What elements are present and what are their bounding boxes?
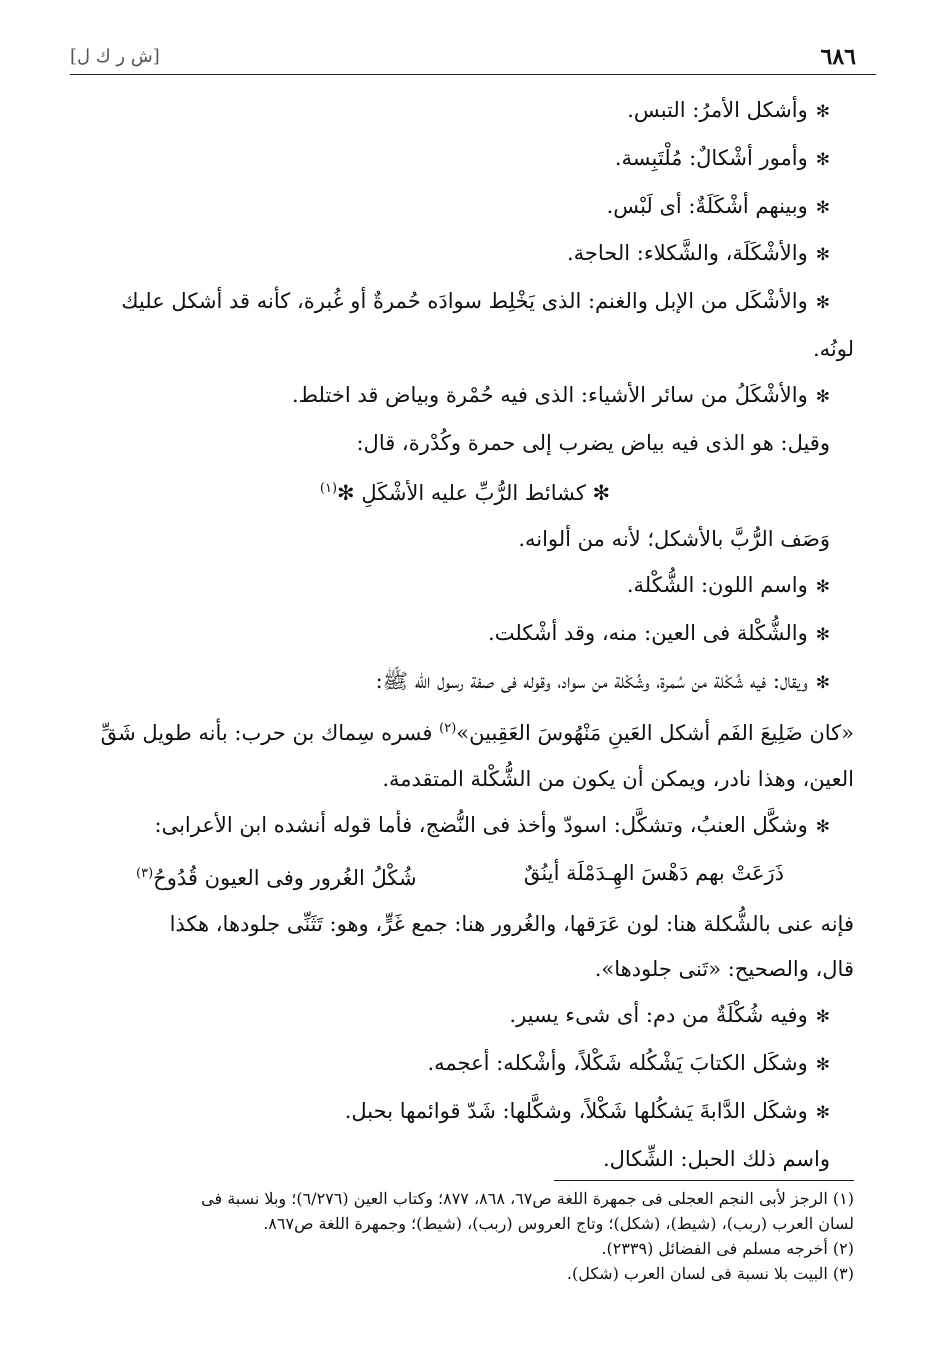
text-line: وَصَف الرُّبَّ بالأشكل؛ لأنه من ألوانه.	[518, 527, 830, 552]
text-line: العين، وهذا نادر، ويمكن أن يكون من الشُّكْلة المتقدمة.	[382, 767, 854, 792]
hemistich-text: شُكْلُ الغُرور وفى العيون قُدُوحُ	[153, 865, 417, 890]
footnote-line: (١) الرجز لأبى النجم العجلى فى جمهرة اللغة ص٦٧، ٨٦٨، ٨٧٧؛ وكتاب العين (٦/٢٧٦)؛ وبلا نسبة فى	[201, 1189, 854, 1208]
main-text	[76, 88, 854, 1182]
text-line: ✻ وبينهم أشْكَلَةٌ: أى لَبْس.	[76, 184, 854, 232]
footnote-ref: (١)	[319, 481, 338, 497]
text-line: ✻ والأشْكَلَة، والشَّكلاء: الحاجة.	[76, 231, 854, 279]
verse-star-icon: ✻	[337, 481, 362, 506]
text-line: ✻ وفيه شُكْلَةٌ من دم: أى شىء يسير.	[76, 993, 854, 1041]
footnote-separator	[554, 1180, 854, 1181]
text-line: ✻ وأمور أشْكالٌ: مُلْتَبِسة.	[76, 136, 854, 184]
footnote-ref: (٢)	[439, 721, 457, 737]
text-line: ✻ وشكَل الكتابَ يَشْكُله شَكْلاً، وأشْكله: أعجمه.	[76, 1041, 854, 1089]
text-line: وقيل: هو الذى فيه بياض يضرب إلى حمرة وكُدْرة، قال:	[356, 430, 830, 455]
verse-text: كشائط الرُّبِّ عليه الأشْكَلِ	[361, 481, 586, 506]
hadith-quote: «كان ضَلِيعَ الفَم أشكل العَينِ مَنْهُوسَ العَقِبين»	[456, 721, 854, 746]
text-line: قال، والصحيح: «تَنى جلودها».	[594, 957, 854, 982]
hadith-commentary: فسره سِماك بن حرب: بأنه طويل شَقِّ	[100, 721, 433, 746]
verse-first-hemistich: ذَرَعَتْ بهم دَهْسَ الهِـدَمْلَة أينُقٌ	[523, 860, 784, 885]
footnote-line: (٢) أخرجه مسلم فى الفضائل (٢٣٣٩).	[601, 1239, 854, 1258]
verse-second-hemistich	[136, 851, 417, 902]
text-line: ✻ والأشْكَلُ من سائر الأشياء: الذى فيه حُمْرة وبياض قد اختلط.	[76, 373, 854, 421]
page-header	[70, 40, 876, 75]
text-line: ✻ واسم اللون: الشُّكْلة.	[76, 563, 854, 611]
text-line: ✻ والشُّكْلة فى العين: منه، وقد أشْكلت.	[76, 611, 854, 659]
text-line: ✻ وشكَل الدَّابةَ يَشكُلها شَكْلاً، وشكَّلها: شَدّ قوائمها بحبل.	[76, 1089, 854, 1137]
running-head: [ش ر ك ل]	[70, 46, 160, 67]
footnote-line: (٣) البيت بلا نسبة فى لسان العرب (شكل).	[566, 1264, 854, 1283]
poem-verse	[76, 851, 854, 902]
text-line: ✻ وشكَّل العنبُ، وتشكَّل: اسودّ وأخذ فى النُّضج، فأما قوله أنشده ابن الأعرابى:	[76, 803, 854, 851]
footnotes	[76, 1186, 854, 1286]
text-line: واسم ذلك الحبل: الشِّكال.	[602, 1146, 830, 1171]
footnote-ref: (٣)	[136, 865, 154, 881]
verse-line	[76, 466, 854, 517]
text-line: ✻ وأشكل الأمرُ: التبس.	[76, 88, 854, 136]
text-line: ✻ ويقال: فيه شُكْلة من سُمرة، وشُكْلة من سواد، وقوله فى صفة رسول الله ﷺ:	[76, 659, 854, 707]
footnote-line: لسان العرب (ربب)، (شيط)، (شكل)؛ وتاج العروس (ربب)، (شيط)؛ وجمهرة اللغة ص٨٦٧.	[263, 1214, 854, 1233]
text-line: لونُه.	[812, 336, 854, 361]
text-line: فإنه عنى بالشُّكلة هنا: لون عَرَقها، والغُرور هنا: جمع غَرٍّ، وهو: تَثَنِّى جلودها، هكذا	[169, 911, 854, 936]
text-line	[76, 706, 854, 757]
verse-star-icon: ✻	[585, 481, 611, 506]
text-line: ✻ والأشْكَل من الإبل والغنم: الذى يَخْلِط سوادَه حُمرةٌ أو غُبرة، كأنه قد أشكل عليك	[76, 279, 854, 327]
page-number: ٦٨٦	[820, 44, 856, 70]
